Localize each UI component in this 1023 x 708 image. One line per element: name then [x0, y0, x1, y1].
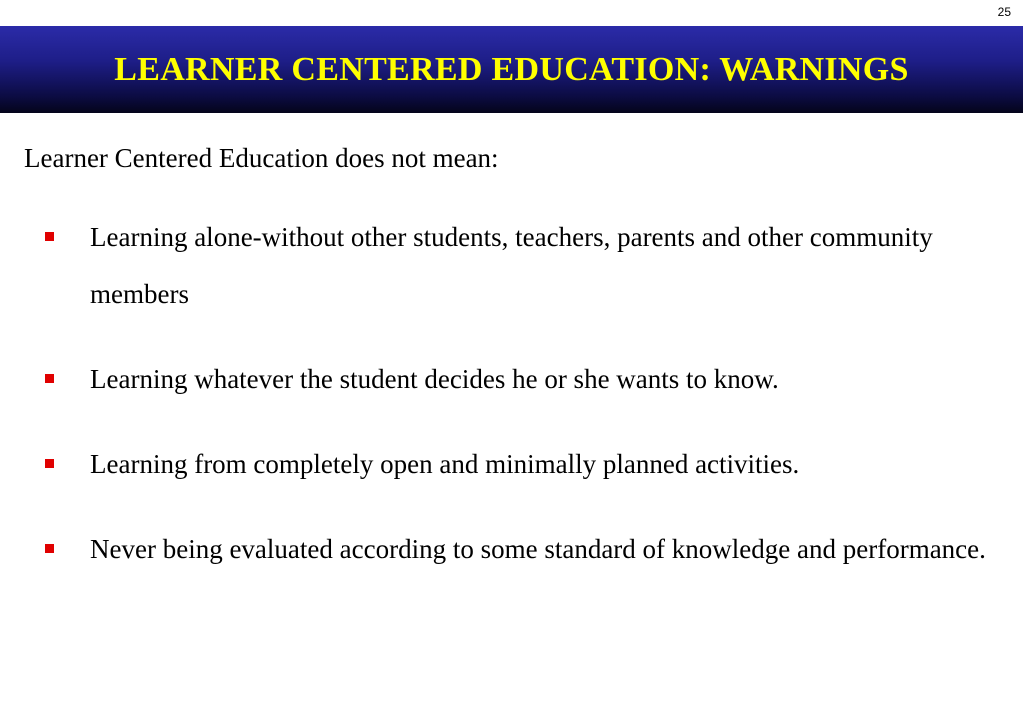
bullet-text: Learning alone-without other students, teachers, parents and other community members [90, 222, 933, 309]
title-bar [0, 26, 1023, 113]
bullet-item [0, 521, 1023, 578]
bullet-list [0, 209, 1023, 578]
intro-text: Learner Centered Education does not mean: [24, 143, 499, 173]
bullet-item [0, 436, 1023, 493]
bullet-text: Learning from completely open and minimally planned activities. [90, 449, 800, 479]
bullet-text: Never being evaluated according to some standard of knowledge and performance. [90, 534, 986, 564]
square-bullet-icon [45, 374, 54, 383]
bullet-text: Learning whatever the student decides he or she wants to know. [90, 364, 779, 394]
slide-title: LEARNER CENTERED EDUCATION: WARNINGS [114, 50, 909, 88]
square-bullet-icon [45, 459, 54, 468]
bullet-item [0, 351, 1023, 408]
bullet-item [0, 209, 1023, 323]
slide-number: 25 [997, 5, 1011, 19]
square-bullet-icon [45, 232, 54, 241]
square-bullet-icon [45, 544, 54, 553]
